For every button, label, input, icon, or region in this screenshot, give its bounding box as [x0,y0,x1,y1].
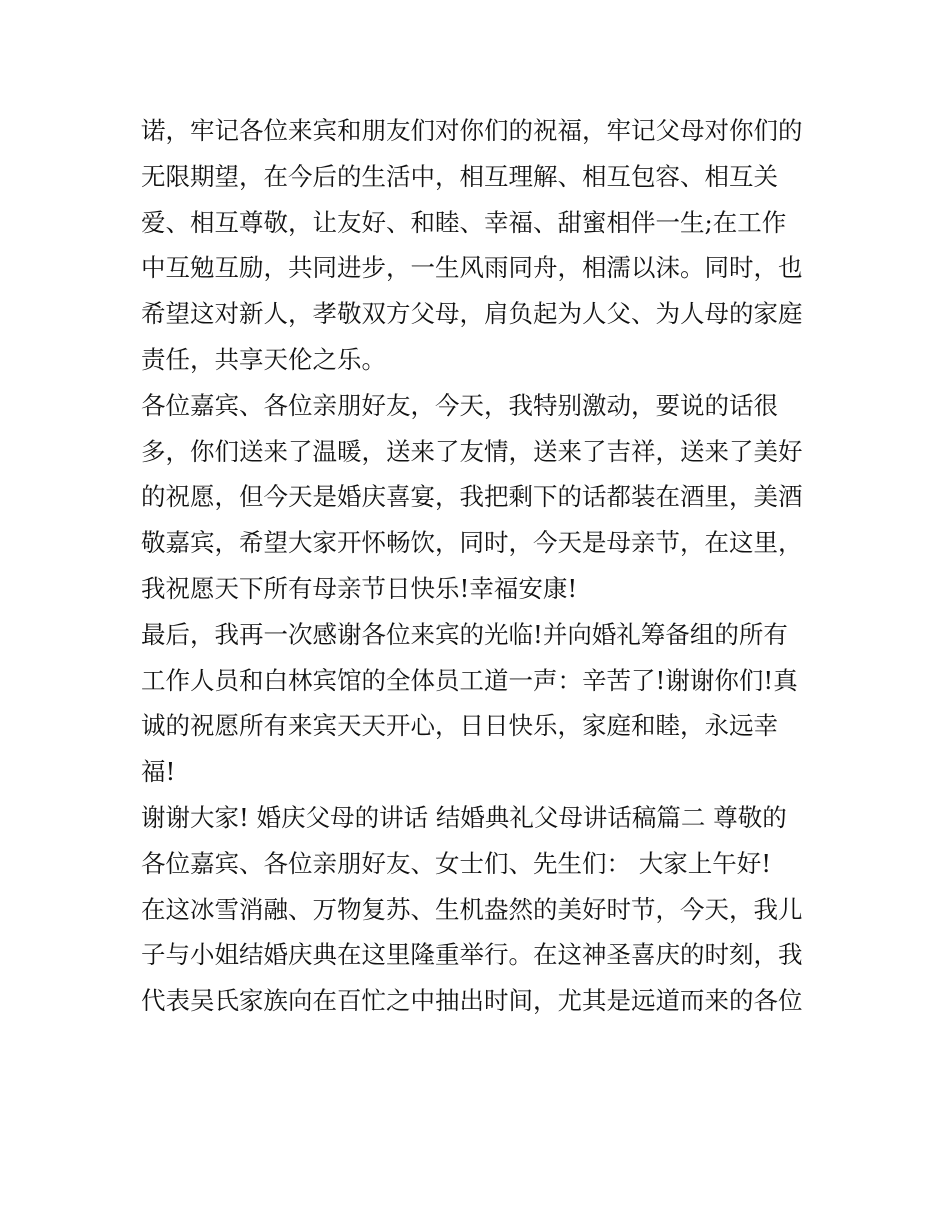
text-line: 各位嘉宾、各位亲朋好友、女士们、先生们： 大家上午好! [141,848,772,878]
text-line: 敬嘉宾，希望大家开怀畅饮，同时，今天是母亲节，在这里， [141,528,803,558]
text-line: 中互勉互励，共同进步，一生风雨同舟，相濡以沫。同时，也 [141,253,803,283]
text-line: 无限期望，在今后的生活中，相互理解、相互包容、相互关 [141,161,778,191]
text-line: 的祝愿，但今天是婚庆喜宴，我把剩下的话都装在酒里，美酒 [141,482,803,512]
text-line: 福! [141,757,176,787]
text-line: 希望这对新人，孝敬双方父母，肩负起为人父、为人母的家庭 [141,299,803,329]
text-line: 代表吴氏家族向在百忙之中抽出时间，尤其是远道而来的各位 [141,986,803,1016]
text-line: 在这冰雪消融、万物复苏、生机盎然的美好时节，今天，我儿 [141,894,803,924]
text-line: 责任，共享天伦之乐。 [141,344,386,374]
text-line: 各位嘉宾、各位亲朋好友，今天，我特别激动，要说的话很 [141,390,778,420]
text-line: 谢谢大家! 婚庆父母的讲话 结婚典礼父母讲话稿篇二 尊敬的 [141,802,787,832]
text-line: 爱、相互尊敬，让友好、和睦、幸福、甜蜜相伴一生;在工作 [141,207,787,237]
text-line: 多，你们送来了温暖，送来了友情，送来了吉祥，送来了美好 [141,436,803,466]
text-line: 诚的祝愿所有来宾天天开心，日日快乐，家庭和睦，永远幸 [141,711,778,741]
text-line: 我祝愿天下所有母亲节日快乐!幸福安康! [141,573,578,603]
text-line: 诺，牢记各位来宾和朋友们对你们的祝福，牢记父母对你们的 [141,116,803,145]
text-line: 最后，我再一次感谢各位来宾的光临!并向婚礼筹备组的所有 [141,619,788,649]
document-body [141,108,821,1024]
text-line: 子与小姐结婚庆典在这里隆重举行。在这神圣喜庆的时刻，我 [141,940,803,970]
text-line: 工作人员和白林宾馆的全体员工道一声：辛苦了!谢谢你们!真 [141,665,798,695]
